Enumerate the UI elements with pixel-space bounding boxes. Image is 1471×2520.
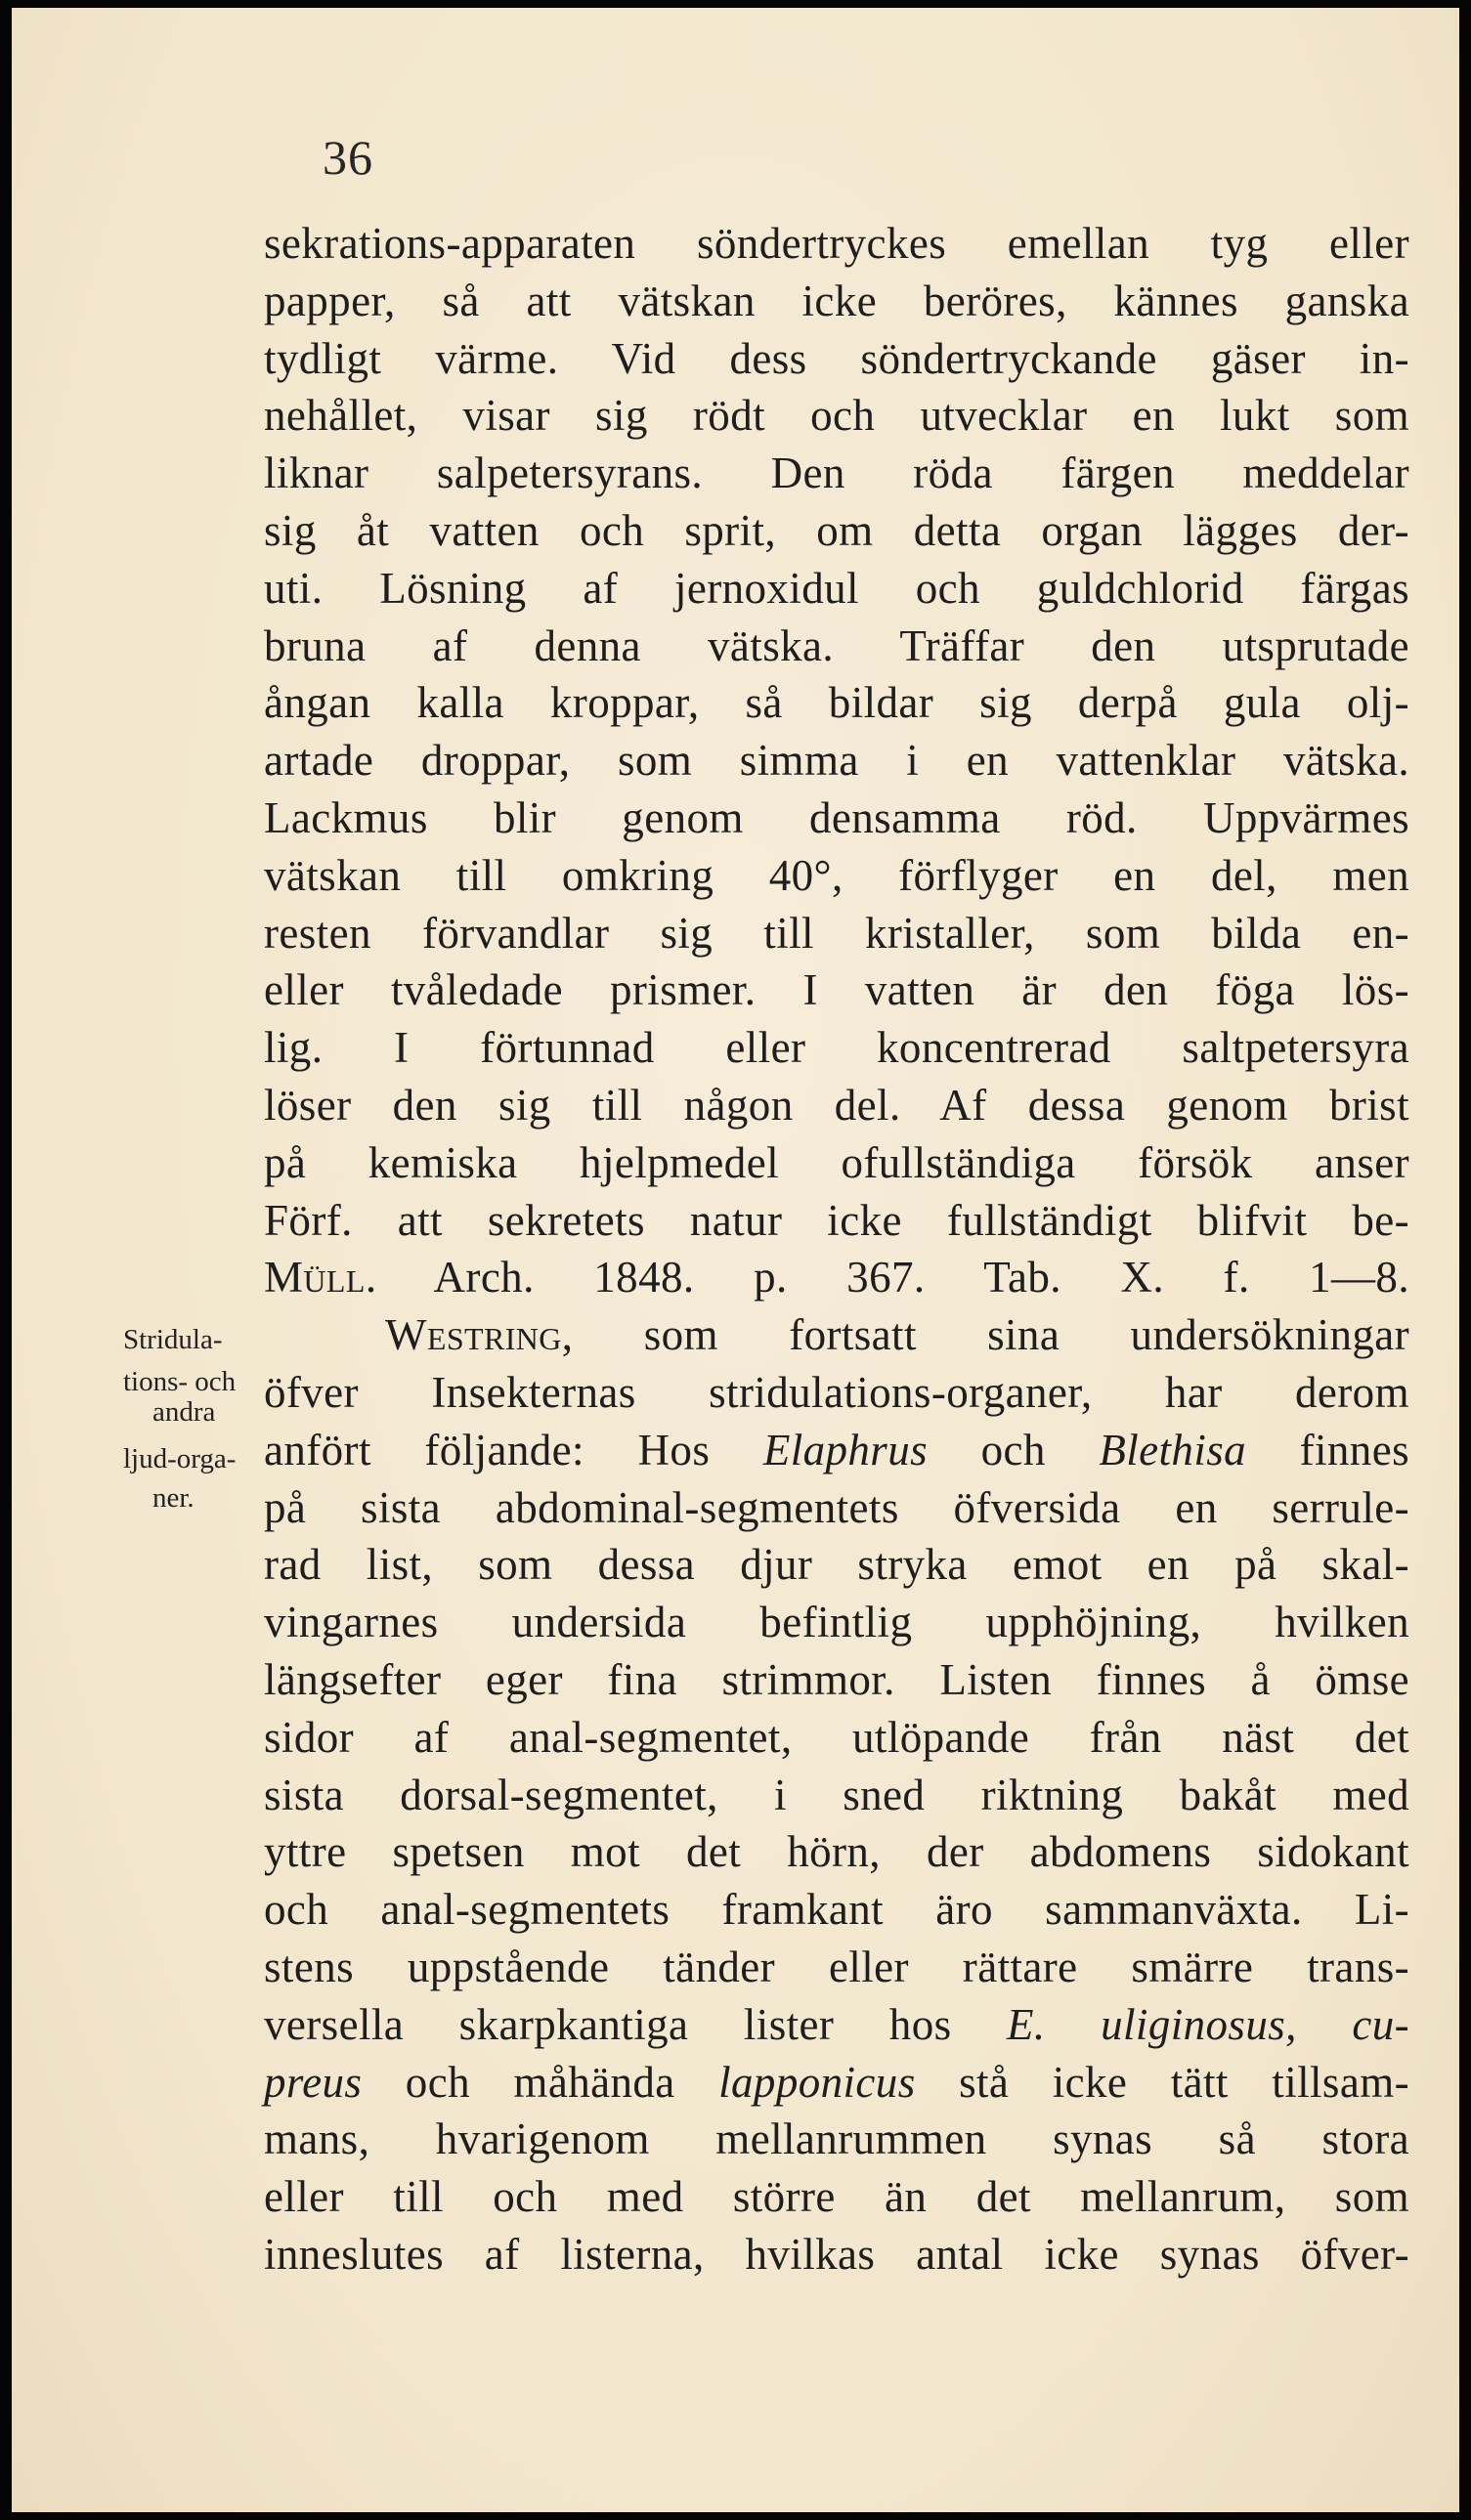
text-line: sidor af anal-segmentet, utlöpande från näst det [264,1712,1409,1762]
text-line: sekrations-apparaten söndertryckes emellan tyg eller [264,219,1409,268]
text-span: och måhända [362,2057,719,2107]
text-span: och [928,1425,1100,1474]
genus-name: Blethisa [1099,1425,1247,1474]
margin-note-line: tions- och [123,1366,237,1397]
margin-note [123,1310,264,1521]
text-line: på sista abdominal-segmentets öfversida en serrule- [264,1482,1409,1532]
text-line: och anal-segmentets framkant äro sammanväxta. Li- [264,1885,1409,1935]
margin-note-line: Stridula- [123,1324,223,1355]
genus-name: Elaphrus [762,1425,929,1474]
text-span: , som fortsatt sina undersökningar [561,1310,1409,1360]
text-line: uti. Lösning af jernoxidul och guldchlorid färgas [264,563,1409,613]
species-name: E. uliginosus, cu- [1007,1999,1409,2049]
text-line: längsefter eger fina strimmor. Listen finnes å ömse [264,1654,1409,1704]
author-name: Westring [385,1310,562,1360]
text-span: anfört följande: Hos [264,1425,763,1474]
margin-note-line: andra [152,1396,216,1428]
book-page [12,8,1459,2512]
text-line: ångan kalla kroppar, så bildar sig derpå gula olj- [264,678,1409,728]
text-line: artade droppar, som simma i en vattenklar vätska. [264,736,1409,786]
text-line: mans, hvarigenom mellanrummen synas så stora [264,2114,1409,2164]
text-line: sig åt vatten och sprit, om detta organ lägges der- [264,505,1409,555]
text-line: nehållet, visar sig rödt och utvecklar en lukt som [264,391,1409,441]
text-line [264,1996,1409,2054]
text-line: på kemiska hjelpmedel ofullständiga försök anser [264,1137,1409,1187]
text-line: tydligt värme. Vid dess söndertryckande gäser in- [264,333,1409,383]
text-line [264,2054,1409,2112]
text-line: eller till och med större än det mellanrum, som [264,2172,1409,2222]
margin-note-line: ner. [152,1482,195,1514]
margin-note-line: ljud-orga- [123,1443,237,1474]
text-line: yttre spetsen mot det hörn, der abdomens sidokant [264,1827,1409,1877]
text-line [264,1249,1409,1306]
body-text [264,215,1409,2284]
text-line: papper, så att vätskan icke beröres, kännes ganska [264,276,1409,325]
text-line: sista dorsal-segmentet, i sned riktning bakåt med [264,1770,1409,1819]
text-line: resten förvandlar sig till kristaller, som bilda en- [264,908,1409,958]
text-line: vätskan till omkring 40°, förflyger en del, men [264,850,1409,900]
species-name: lapponicus [718,2057,916,2107]
text-span: finnes [1246,1425,1409,1474]
text-line: bruna af denna vätska. Träffar den utsprutade [264,620,1409,670]
text-line: liknar salpetersyrans. Den röda färgen meddelar [264,448,1409,498]
text-line [264,1306,1409,1364]
text-line: rad list, som dessa djur stryka emot en på skal- [264,1540,1409,1590]
text-line: löser den sig till någon del. Af dessa genom brist [264,1080,1409,1130]
text-line: Förf. att sekretets natur icke fullständigt blifvit be- [264,1195,1409,1245]
text-line: inneslutes af listerna, hvilkas antal icke synas öfver- [264,2229,1409,2279]
text-line: eller tvåledade prismer. I vatten är den föga lös- [264,965,1409,1015]
text-line [264,1422,1409,1479]
text-line: stens uppstående tänder eller rättare smärre trans- [264,1942,1409,1991]
text-span: stå icke tätt tillsam- [915,2057,1409,2107]
text-span: versella skarpkantiga lister hos [264,1999,1008,2049]
text-span: Arch. 1848. p. 367. Tab. X. f. 1—8. [376,1253,1409,1303]
text-line: Lackmus blir genom densamma röd. Uppvärmes [264,792,1409,842]
page-number: 36 [323,130,373,185]
text-line: vingarnes undersida befintlig upphöjning, hvilken [264,1598,1409,1647]
author-abbreviation: Müll. [264,1253,377,1303]
text-line: lig. I förtunnad eller koncentrerad saltpetersyra [264,1023,1409,1073]
text-line: öfver Insekternas stridulations-organer, har derom [264,1367,1409,1417]
species-name: preus [264,2057,363,2107]
